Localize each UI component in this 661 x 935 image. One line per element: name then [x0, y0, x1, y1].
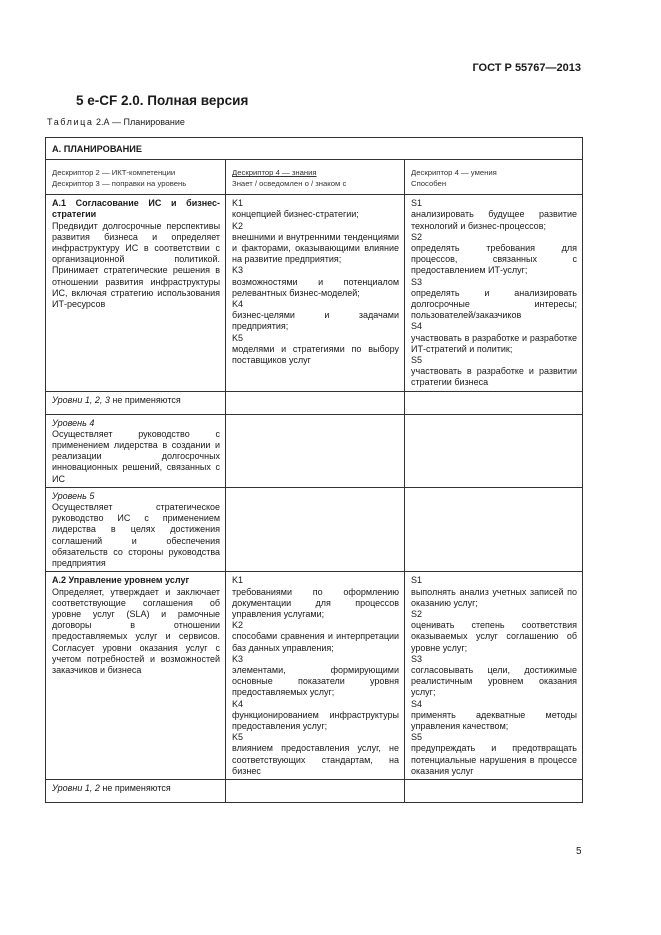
skill-code: S1: [411, 198, 423, 209]
skill-code: S2: [411, 231, 423, 242]
competence-title-a1: А.1 Согласование ИС и бизнес-стратегии: [52, 198, 221, 220]
competence-title-a2: А.2 Управление уровнем услуг: [52, 575, 190, 586]
skill-text: предупреждать и предотвращать потенциальные нарушения в процессе оказания услуг: [411, 743, 577, 776]
knowledge-code: K2: [232, 220, 244, 231]
skill-code: S4: [411, 698, 423, 709]
knowledge-code: K5: [232, 732, 244, 743]
table-caption-rest: 2.А — Планирование: [93, 117, 185, 127]
empty-cell: [226, 487, 405, 571]
level4-text: Осуществляет руководство с применением лидерства в создании и реализации долгосрочных инновационных решений, связанных с ИС: [52, 428, 221, 484]
knowledge-code: K1: [232, 198, 244, 209]
competence-desc-a2: Определяет, утверждает и заключает соответствующие соглашения об уровне услуг (SLA) и рамочные договоры в отношении предоставляемых услуг и сервисов. Согласует уровни оказания услуг с учетом потребностей и возможностей заказчиков и бизнеса: [52, 586, 221, 675]
descriptor-4-skills-sub: Способен: [411, 179, 447, 189]
skills-cell-a1: [405, 195, 583, 391]
table-row-a1: [46, 195, 583, 391]
table-row-a1-level4: [46, 414, 583, 487]
knowledge-text: функционированием инфраструктуры предоставления услуг;: [232, 709, 400, 731]
knowledge-cell-a2: [226, 572, 405, 780]
descriptor-cell-1: [46, 160, 226, 195]
empty-cell: [226, 779, 405, 802]
knowledge-code: K3: [232, 265, 244, 276]
skill-text: определять и анализировать долгосрочные интересы; пользователей/заказчиков: [411, 287, 577, 321]
knowledge-text: внешними и внутренними тенденциями и факторами, оказывающими влияние на развитие предприятия;: [232, 231, 400, 265]
knowledge-code: K2: [232, 620, 244, 631]
skill-text: согласовывать цели, достижимые реалистичным уровнем оказания услуг;: [411, 664, 577, 698]
level4-cell-a1: [46, 414, 226, 487]
planning-table: [45, 137, 583, 803]
descriptor-cell-3: [405, 160, 583, 195]
empty-cell: [405, 414, 583, 487]
level5-text: Осуществляет стратегическое руководство ИС с применением лидерства в целях достижения соглашений и обеспечения обязательств со стороны руководства предприятия: [52, 502, 221, 569]
knowledge-text: моделями и стратегиями по выбору поставщиков услуг: [232, 343, 400, 366]
descriptor-4-skills-label: Дескриптор 4 — умения: [411, 168, 497, 178]
descriptor-cell-2: [226, 160, 405, 195]
knowledge-text: элементами, формирующими основные показатели уровня предоставляемых услуг;: [232, 664, 400, 698]
table-caption: [47, 117, 185, 127]
levels-na-cell-a2: [46, 779, 226, 802]
skill-text: определять требования для процессов, связанных с предоставлением ИТ-услуг;: [411, 243, 577, 276]
empty-cell: [405, 779, 583, 802]
skill-code: S3: [411, 276, 423, 287]
levels-na-num: Уровни 1, 2: [52, 782, 100, 793]
table-row-a1-level5: [46, 487, 583, 571]
knowledge-code: K4: [232, 299, 244, 310]
skill-text: анализировать будущее развитие технологий и бизнес-процессов;: [411, 209, 577, 231]
competence-desc-a1: Предвидит долгосрочные перспективы развития бизнеса и определяет инфраструктуру ИС в соответствии с организационной политикой. Принимает стратегические решения в отношении развития инфраструктуры ИС, включая стратегию использования ИТ-ресурсов: [52, 220, 221, 310]
skill-code: S2: [411, 608, 423, 619]
level5-cell-a1: [46, 487, 226, 571]
knowledge-text: бизнес-целями и задачами предприятия;: [232, 310, 400, 332]
levels-na-text: не применяются: [99, 782, 171, 793]
level4-title: Уровень 4: [52, 417, 95, 428]
descriptor-row: [46, 160, 583, 195]
knowledge-text: способами сравнения и интерпретации баз данных управления;: [232, 631, 400, 653]
table-caption-prefix: Таблица: [47, 117, 94, 127]
levels-na-text: не применяются: [109, 394, 181, 405]
knowledge-text: возможностями и потенциалом релевантных бизнес-моделей;: [232, 276, 400, 298]
knowledge-cell-a1: [226, 195, 405, 391]
skill-code: S3: [411, 653, 423, 664]
standard-header: ГОСТ Р 55767—2013: [472, 62, 581, 74]
competence-cell-a2: [46, 572, 226, 780]
group-title: А. ПЛАНИРОВАНИЕ: [46, 138, 583, 160]
empty-cell: [226, 414, 405, 487]
table-row-a1-levels-na: [46, 391, 583, 414]
levels-na-num: Уровни 1, 2, 3: [52, 394, 110, 405]
skill-text: выполнять анализ учетных записей по оказанию услуг;: [411, 586, 577, 608]
empty-cell: [226, 391, 405, 414]
skill-code: S5: [411, 732, 423, 743]
skill-text: участвовать в разработке и разработке ИТ-стратегий и политик;: [411, 332, 577, 354]
skill-text: участвовать в разработке и развитии стратегии бизнеса: [411, 366, 577, 388]
skill-code: S1: [411, 575, 423, 586]
descriptor-3-label: Дескриптор 3 — поправки на уровень: [52, 179, 187, 189]
knowledge-code: K5: [232, 332, 244, 343]
descriptor-4-knowledge-label: Дескриптор 4 — знания: [232, 168, 317, 178]
table-group-header-row: [46, 138, 583, 160]
knowledge-code: K3: [232, 653, 244, 664]
section-title: 5 e-CF 2.0. Полная версия: [76, 93, 249, 108]
level5-title: Уровень 5: [52, 490, 95, 501]
empty-cell: [405, 487, 583, 571]
page-number: 5: [576, 846, 582, 857]
skill-text: применять адекватные методы управления качеством;: [411, 709, 577, 731]
knowledge-text: концепцией бизнес-стратегии;: [232, 209, 359, 220]
descriptor-4-knowledge-sub: Знает / осведомлен о / знаком с: [232, 179, 347, 189]
skill-text: оценивать степень соответствия оказываемых услуг соглашению об уровне услуг;: [411, 620, 577, 653]
table-row-a2: [46, 572, 583, 780]
knowledge-text: требованиями по оформлению документации для процессов управления услугами;: [232, 586, 400, 619]
knowledge-code: K1: [232, 575, 244, 586]
table-row-a2-levels-na: [46, 779, 583, 802]
skill-code: S5: [411, 355, 423, 366]
skill-code: S4: [411, 321, 423, 332]
skills-cell-a2: [405, 572, 583, 780]
levels-na-cell-a1: [46, 391, 226, 414]
competence-cell-a1: [46, 195, 226, 391]
knowledge-text: влиянием предоставления услуг, не соответствующих стандартам, на бизнес: [232, 743, 400, 776]
descriptor-2-label: Дескриптор 2 — ИКТ-компетенции: [52, 168, 176, 178]
empty-cell: [405, 391, 583, 414]
knowledge-code: K4: [232, 698, 244, 709]
